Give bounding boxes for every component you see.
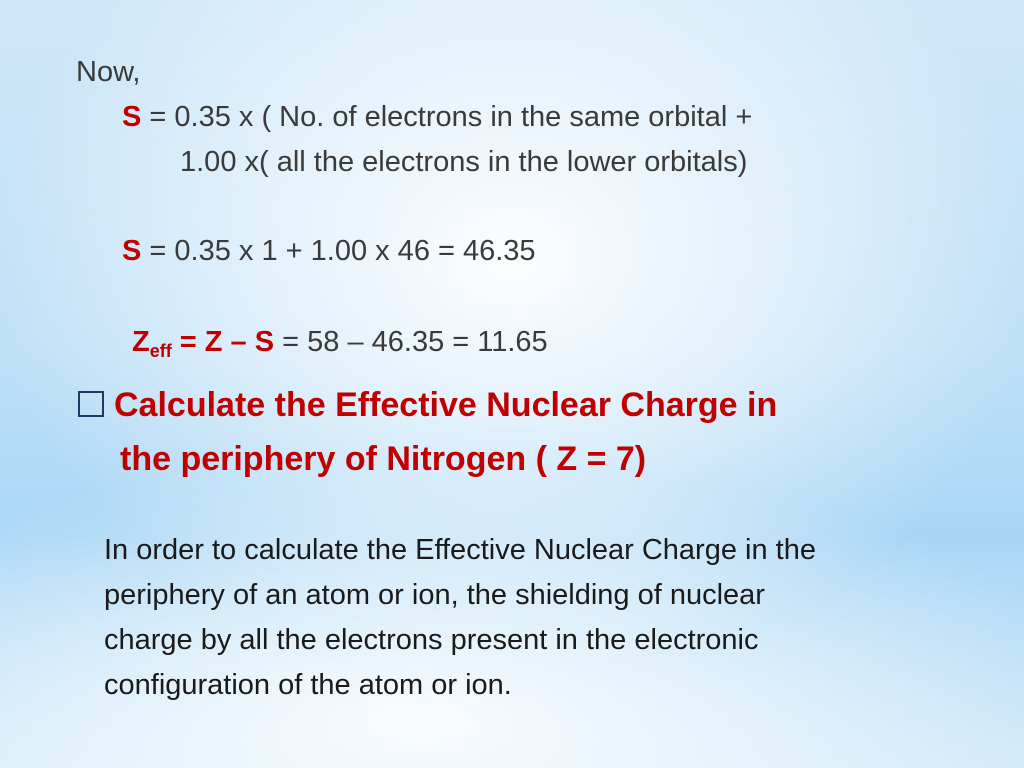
subscript-eff: eff [149, 341, 172, 361]
question-line1: Calculate the Effective Nuclear Charge in [114, 386, 778, 424]
paragraph-line: In order to calculate the Effective Nuclear Charge in the [104, 534, 816, 566]
checkbox-bullet-icon [78, 391, 104, 417]
formula-values-text: = 0.35 x 1 + 1.00 x 46 = 46.35 [141, 235, 536, 267]
formula-zeff [132, 324, 548, 369]
explanation-paragraph [104, 528, 964, 708]
paragraph-line: periphery of an atom or ion, the shielding of nuclear [104, 579, 765, 611]
question-heading [78, 378, 777, 432]
paragraph-line: configuration of the atom or ion. [104, 669, 512, 701]
formula-shielding-line1 [122, 99, 752, 135]
formula-shielding-line2: 1.00 x( all the electrons in the lower orbitals) [180, 146, 748, 178]
paragraph-line: charge by all the electrons present in the electronic [104, 624, 759, 656]
question-line2: the periphery of Nitrogen ( Z = 7) [120, 440, 647, 478]
formula-shielding-values [122, 233, 536, 269]
symbol-s: S [122, 235, 142, 267]
zeff-equation: = Z – S [171, 326, 275, 358]
formula-shielding-text: = 0.35 x ( No. of electrons in the same orbital + [141, 101, 753, 133]
intro-text: Now, [76, 56, 141, 88]
zeff-result: = 58 – 46.35 = 11.65 [274, 326, 548, 358]
symbol-z: Z [132, 326, 150, 358]
symbol-s: S [122, 101, 142, 133]
